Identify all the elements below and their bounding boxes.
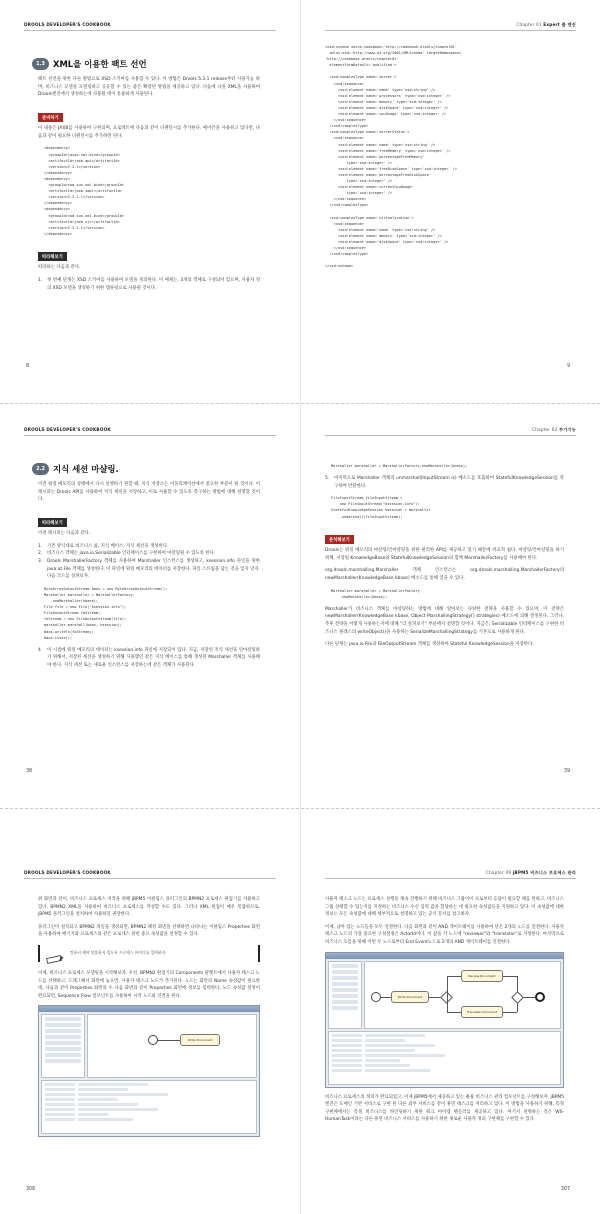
running-header: Chapter 01 Expert 플 엔진 [516,22,576,27]
code-block-xsd: <xsd:schema xmlns:cookbook='http://cookbook.drools/chapter01' xmlns:xsd='http://www.w3.org/2001/XMLSchema' targetNamespace= 'http://cookbook.drools/chapter01' elementFormDefault='qualified'> <xsd:complexType name='server'> <xsd:sequence> <xsd:element name='name' type='xsd:string' /> <xsd:element name='processors' type='xsd:integer' /> <xsd:element name='memory' type='xsd:integer' /> <xsd:element name='diskSpace' type='xsd:integer' /> <xsd:element name='cpuUsage' type='xsd:integer' /> </xsd:sequence> </xsd:complexType> <xsd:complexType name='serverStatus'> <xsd:sequence> <xsd:element name='name' type='xsd:string' /> <xsd:element name='freeMemory' type='xsd:integer' /> <xsd:element name='percentageFreeMemory' type='xsd:integer' /> <xsd:element name='freeDiskSpace' type='xsd:integer' /> <xsd:element name='percentageFreeDiskSpace' type='xsd:integer' /> <xsd:element name='currentCpuUsage' type='xsd:integer' /> </xsd:sequence> </xsd:complexType> <xsd:complexType name='virtualization'> <xsd:sequence> <xsd:element name='name' type='xsd:string' /> <xsd:element name='memory' type='xsd:integer' /> <xsd:element name='diskSpace' type='xsd:integer' /> </xsd:sequence> </xsd:complexType> </xsd:schema> [325,45,462,269]
page-38 [0,405,300,808]
page-content [325,40,564,275]
spread-2 [0,405,600,809]
page-content [325,459,564,654]
sequence-flow [447,1012,461,1013]
page-content [38,463,260,674]
page-307 [300,810,600,1214]
running-header: DROOLS DEVELOPER'S COOKBOOK [24,22,111,27]
code-block-maven: <dependency> <groupId>javax.xml.bind</groupId> <artifactId>jaxb-api</artifactId> <version>2.2.1</version> </dependency> <dependency> <groupId>com.sun.xml.bind</groupId> <artifactId>jaxb-impl</artifactId> <version>2.2.1.1</version> </dependency> <dependency> <groupId>com.sun.xml.bind</groupId> <artifactId>jaxb-xjc</artifactId> <version>2.2.1.1</version> </dependency> [44,146,125,236]
paragraph-3: 이제, 비즈니스 프로세스 모델링을 시작해보자. 우선, BPMN2 편집기의 Components 팔렛트에서 사용자 태스크 노드를 선택하고, 드래그해서 화면에 놓으면, 사용자 태스크 노드가 추가된다. 노드는 화면의 Name 속성값이 필요한데, 다음과 같이 Properties 화면의 수 다음 화면과 같이 Properties 화면에 정보를 입력한다, 노드 속성값 설정이 완료되면, Sequence Flow 컴포넌트를 사용하여 시작 노드와 연결을 한다. [38,970,260,999]
process-canvas [87,1014,257,1078]
page-8 [0,0,300,403]
page-number: 9 [566,364,570,369]
header-rule [24,30,276,31]
page-content [38,58,260,297]
prep-label: 준비하기 [38,113,63,122]
sequence-flow [523,997,535,998]
section-number-badge: 2.2 [32,463,49,475]
code-block-marshaller-factory: Marshaller marshaller = MarshallerFactory .newMarshaller(kbase); [331,588,420,599]
tip-text: 컴퓨터 해야 덧붙하지 업도록 프로세스 아이디를 입력하자. [70,950,167,956]
analysis-label: 분석해보기 [325,535,354,544]
page-9 [300,0,600,403]
start-event [148,1035,158,1045]
end-event [535,992,545,1002]
window-titlebar [326,953,563,959]
paragraph-1: 위 화면과 같이, 비즈니스 프로세스 저작을 위해 jBPM5 이클립스 플러그인의 BPMN2 프로세스 편집기를 사용하고 있다. BPMN2 XML을 사용하여 비즈니스 프로세스를 작성할 수도 있다. 그러나 XML 편집이 매우 복잡하므로, jBPM5 플러그인을 설치하여 사용하길 권장한다. [38,897,260,918]
page-306 [0,810,300,1214]
process-canvas [364,961,561,1029]
sequence-flow [447,976,461,977]
palette-panel [41,1014,85,1078]
spread-1 [0,0,600,404]
follow-label: 따라해보기 [38,252,67,261]
analysis-paragraph-1: Drools는 워킹 메모리의 마샬링/언마샬링을 위한 편리한 API를 제공하고 있기 때문에 비교적 쉽다. 마샬링/언마샬링을 하기 위해, 저장될 KnowledgeBase와 StatefulKnowledgeSession의 함께 MarshallerFactory를 사용해야 한다. [325,548,564,561]
running-header: Chapter 09 jBPM5 비즈니스 프로세스 관리 [485,870,576,875]
section-title: 지식 세션 마샬링. [53,464,119,474]
header-rule [24,435,276,436]
follow-label: 따라해보기 [38,518,67,527]
sequence-flow [158,1040,180,1041]
section-title: XML을 이용한 팩트 선언 [53,59,147,69]
steps-list [38,277,260,292]
analysis-paragraph-2: org.drools.marshalling.Marshaller 객체 인스턴스는 org.drools.marshalling.MarshallerFactory의 newMarshaller(KnowledgeBase kbase) 메소드를 통해 얻을 수 있다. [325,568,564,581]
steps-list [325,475,564,490]
paragraph-1: 사용자 태스크 노드는 프로세스 실행을 계속 진행하기 위해 비즈니스 그룹이이 프로부터 응답이 필요할 때를 말하고, 비즈니스 그룹 상태할 수 있는지를 지정하는 비즈니스 수신 입력 값을 할당하는 데 필요한 속성값들을 지원하고 있다. 이 속성값에 대한 정보는 모든 속성값에 대해 세부적으로 설명하고 있는 공식 문서를 참고하자. [325,897,564,918]
follow-paragraph: 이전 레시피는 다음과 같다. [38,531,91,537]
sequence-flow [503,976,517,977]
section-heading [32,463,260,475]
list-item: 5. 마지막으로 Marshaller 객체의 unmarshall(InputStream is) 메소드를 호출하여 StatefulKnowledgeSession를 복구하여 반환한다. [325,476,564,489]
sequence-flow [381,997,391,998]
section-number-badge: 1.3 [32,58,49,70]
paragraph-2: 플러그인이 설치되고 BPMN2 파일을 생성되면, BPMN2 패킹 화면을 선택하면 나타나는 이클립스 Properties 화면을 사용하여 매기지와 프로세스의 같은 프로세스 관련 중요 속성값을 설정할 수 있다. [38,924,260,938]
eclipse-screenshot-1 [38,1005,260,1137]
page-number: 8 [26,364,30,369]
task-node: Write Document [180,1034,220,1046]
code-block-new-marshaller: Marshaller marshaller = MarshallerFactory.newMarshaller(kbase); [331,464,468,468]
eclipse-screenshot-2 [325,952,564,1088]
intro-paragraph: 팩트 선언을 위한 다른 방법으로 XSD 스키마를 사용할 수 있다. 이 방법은 Drools 5.3.1 release부터 사용가능 하며, 비즈니스 모델을 모델링하고 공유할 수 있는 좋은 확장된 방법을 제공하고 있다. 다음에 나올 XML을 사용하여 Drools엔진에서 생성하는데 사용될 데이 유용하게 사용된다. [38,77,260,98]
list-item: 1. 기존 방식대로 비즈니스 룰, 지식 베이스, 지식 세션을 생성한다. [38,543,169,549]
page-content [325,896,564,1129]
intro-paragraph: 이전 워킹 메모리의 상태에서 다시 실행하기 원할 때, 지식 저장소는 어플리케이션에서 중요한 부분이 될 것이다. 이 레시피는 Drools API를 사용하여 지식 세션을 저장하고, 이로 사용할 수 있도록 복구하는 방법에 대해 설명할 것이다. [38,482,260,503]
header-rule [325,878,576,879]
tip-box [38,945,260,962]
prep-paragraph: 이 내용은 JAXB를 사용하여 구현되며, 프로젝트에 다음과 같이 디펜던시를 추가한다. 메이븐을 사용하고 있다면, 다음과 같이 필요한 디펜던시를 추가하면 된다. [38,126,260,139]
code-block-marshall: ByteArrayOutputStream baos = new ByteArrayOutputStream(); Marshaller marshaller = MarshallerFactory. newMarshaller(kbase); File file = new File("ksession.info"); FileOutputStream foStream; foStream = new FileOutputStream(file); marshaller.marshall(baos, ksession); baos.writeTo(foStream); baos.close(); [44,586,168,640]
list-item: 2. 비즈니스 객체는 java.io.Serializable 인터페이스를 구현하여 마샬링될 수 있도록 한다. [38,551,216,557]
properties-panel [41,1080,257,1134]
page-number: 306 [26,1187,36,1192]
header-rule [325,435,576,436]
analysis-paragraph-4: 다른 단계는 java.io.File과 FileOutputStream 객체를 생성하여 Stateful KnowledgeSession을 저장한다. [325,642,534,648]
list-item: 1. 첫 번째 단계는 XSD 스키마를 사용하여 모델을 정의한다. 이 예제는, 3개의 객체로 구성되어 있으며, 사용자 정의 XSD 모델을 생성하기 위한 템플릿으로 사용될 것이다. [38,277,260,291]
pencil-icon [46,949,64,958]
palette-panel [328,961,362,1029]
paragraph-3: 비즈니스 프로세스의 정의가 완료되었고, 이제 jBPM5에서 제공하고 있는 훌륭 비즈니스 관리 컴포넌트를 구성해보자. jBPM5 엔진은 도메인 기반 서비스로 구현 된 다른 외부 서비스를 같이 휴먼 태스크를 처리하고 있다. 이 방법을 사용하기 위해, 특정 구현체에서는 특정 비즈니스를 바인딩하기 위한 워크 아이템 핸들러를 제공하고 있다. 여기서 설명하는 것은 WS-HumanTask이라는 다른 휴먼 비즈니스 서비스를 사용하기 위한 새로운 사용자 정의 구현체를 구현할 수 있다. [325,1094,564,1123]
page-number: 307 [560,1187,570,1192]
running-header: DROOLS DEVELOPER'S COOKBOOK [24,870,111,875]
running-header: Chapter 02 부가기능 [532,427,576,432]
header-rule [325,30,576,31]
sequence-flow [503,1012,517,1013]
steps-list-continued [38,647,260,670]
properties-panel [328,1031,561,1085]
header-rule [24,878,276,879]
task-node-review: Review Document [461,970,503,982]
follow-paragraph: 따라하는 다음과 같다. [38,265,81,271]
steps-list [38,543,260,581]
paragraph-2: 이제, 남아 있는 노드들을 모두 연결한다. 다음 화면과 같이 AND 게이트웨이를 사용하여 단은 2개의 노드를 연결한다. 사용자 태스크 노드의 가장 중요한 구성설정은 ActorId이다. 이 값을 각 노드에 "reviewer"와 "translator"로 지정한다. 마지막으로 비즈니스 흐름을 위해 이번 두 노드로부터 End Event노드로 2개의 AND 게이트웨이를 연결한다. [325,924,564,945]
task-node-translate: Translate Document [461,1006,503,1018]
page-content [38,896,260,1141]
code-block-unmarshall: FileInputStream fileInputStream = new FileInputStream("ksession.info"); StatefulKnowledgeSession ksession = marshaller .unmarshall(fileInputStream); [331,496,431,519]
start-event [371,992,381,1002]
page-number: 38 [26,769,33,774]
spread-3 [0,810,600,1214]
section-heading [32,58,260,70]
analysis-paragraph-3: Marshaller가 비즈니스 객체를 마샬링하는 방법에 대해 알아보는 다양한 전략을 사용할 수 있으며, 이 전략은 newMarshaller(KnowledgeBase kbase, Object MarshallingStrategy[] strategies) 메소드에 의해 결정된다. 그러나, 추후 전략을 어떻게 사용하는지에 대해 "더 살펴보기" 부분에서 설명할 것이다. 지금은, Serializable 인터페이스를 구현한 비즈니스 클래스의 writeObject()을 사용하는 SerializeMarshallingStrategy를 기본으로 사용하게 한다. [325,606,564,635]
list-item: 3. Drools MarshallerFactory 객체를 사용하여 Marshaller 인스턴스를 생성하고, ksession.info 파일을 위한 java.ut.File 객체를 생성한다. 이 파일에 워킹 메모리의 데이터를 저장한다. 파일 스트림을 담는 것을 잊지 말자. 다음 코드를 살펴보자. [38,559,260,580]
page-number: 39 [563,769,570,774]
task-node-write: Write Document [391,991,429,1003]
list-item: 4. 이 시점에 워킹 메모리의 데이터는 ksession.info 파일에 저장되어 있다. 지금, 저장된 지식 세션을 언마샬링하기 위해서, 저장된 세션을 생성하기 위해 사용했던 같은 지식 베이스를 통해 생성된 Marshaller 객체를 사용해야 한다. 지식 세션 또는 새로운 인스턴스를 저장하는데 같은 객체가 사용된다. [38,647,260,668]
running-header: DROOLS DEVELOPER'S COOKBOOK [24,427,111,432]
page-39 [300,405,600,808]
and-gateway-join [511,991,524,1004]
sequence-flow [447,976,448,1012]
window-titlebar [39,1006,259,1012]
